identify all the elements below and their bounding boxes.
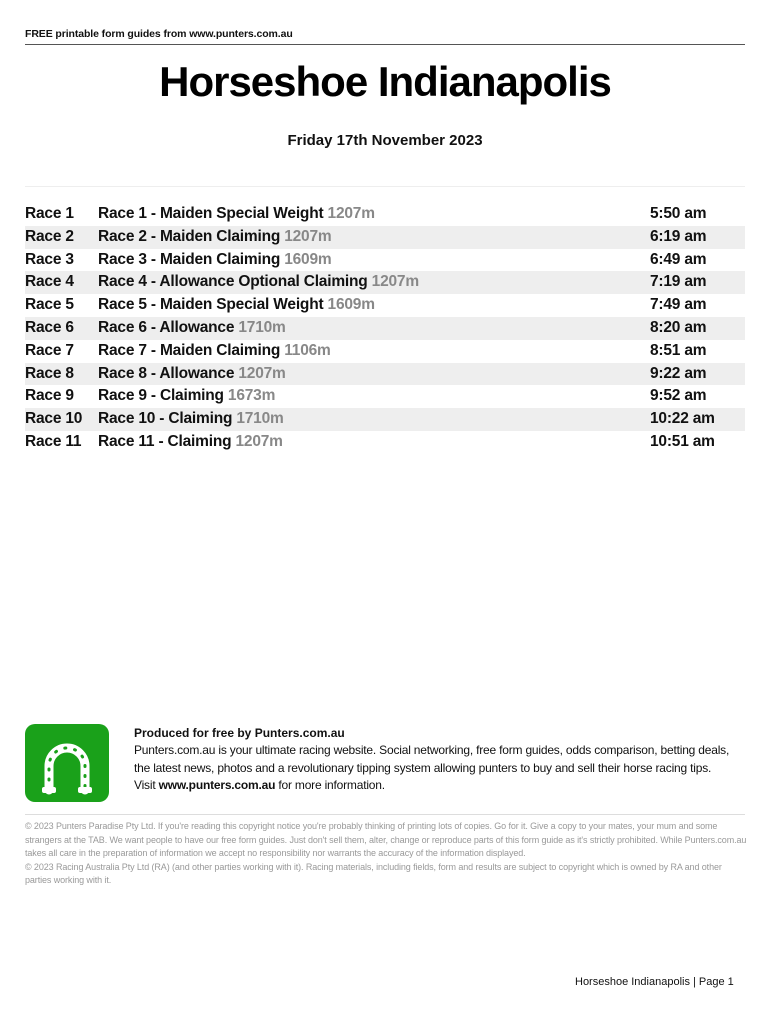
race-row [25, 226, 745, 249]
race-number: Race 3 [25, 250, 74, 268]
race-distance: 1710m [238, 318, 286, 336]
race-distance: 1207m [327, 205, 375, 222]
race-row [25, 408, 745, 431]
race-name: Race 8 - Allowance [98, 364, 235, 382]
race-time: 7:19 am [650, 273, 707, 291]
race-number: Race 5 [25, 296, 74, 314]
visit-prefix: Visit [134, 778, 159, 792]
race-distance: 1207m [371, 273, 419, 291]
race-description [98, 203, 375, 226]
visit-line [134, 777, 746, 795]
race-list [25, 203, 745, 454]
race-row [25, 431, 745, 454]
race-time: 9:52 am [650, 387, 707, 405]
race-time: 9:22 am [650, 364, 707, 382]
race-name: Race 9 - Claiming [98, 387, 224, 405]
race-row [25, 340, 745, 363]
visit-link[interactable]: www.punters.com.au [158, 778, 276, 792]
legal-copyright-punters: © 2023 Punters Paradise Pty Ltd. If you're reading this copyright notice you're probably thinking of printing lots of copies. Go for it. Give a copy to your mates, your mum and some strangers at the TAB. We want people to have our free form guides. Just don't sell them, alter, change or reproduce parts of this form guide as it's strictly prohibited. While Punters.com.au takes all care in the preparation of information we accept no responsibility nor warrants the accuracy of the information displayed. [25, 821, 747, 858]
race-row [25, 271, 745, 294]
race-name: Race 10 - Claiming [98, 410, 233, 428]
race-distance: 1710m [236, 410, 284, 428]
race-name: Race 6 - Allowance [98, 318, 235, 336]
race-time: 7:49 am [650, 296, 707, 314]
legal-notice [25, 820, 747, 888]
top-note: FREE printable form guides from www.punters.com.au [25, 28, 293, 40]
race-distance: 1106m [284, 341, 331, 359]
punters-logo [25, 724, 109, 802]
race-description [98, 226, 331, 249]
race-number: Race 4 [25, 273, 74, 291]
race-name: Race 4 - Allowance Optional Claiming [98, 273, 368, 291]
race-date: Friday 17th November 2023 [287, 132, 483, 149]
race-name: Race 11 - Claiming [98, 432, 232, 450]
race-distance: 1609m [327, 296, 375, 314]
race-number: Race 6 [25, 318, 74, 336]
race-row [25, 203, 745, 226]
race-distance: 1609m [284, 250, 332, 268]
race-number: Race 11 [25, 432, 82, 450]
race-time: 10:51 am [650, 432, 715, 450]
race-name: Race 1 - Maiden Special Weight [98, 205, 324, 222]
horseshoe-icon [25, 724, 109, 802]
race-name: Race 5 - Maiden Special Weight [98, 296, 324, 314]
top-divider [25, 44, 745, 45]
race-description [98, 317, 286, 340]
produced-title: Produced for free by Punters.com.au [134, 726, 345, 740]
race-distance: 1207m [238, 364, 286, 382]
race-number: Race 1 [25, 205, 74, 222]
page-title: Horseshoe Indianapolis [159, 58, 611, 105]
race-row [25, 363, 745, 386]
race-time: 8:51 am [650, 341, 707, 359]
bottom-divider [25, 814, 745, 815]
race-number: Race 10 [25, 410, 83, 428]
race-time: 5:50 am [650, 205, 707, 222]
race-number: Race 7 [25, 341, 74, 359]
race-description [98, 385, 275, 408]
produced-description: Punters.com.au is your ultimate racing website. Social networking, free form guides, odds comparison, betting deals, the latest news, photos and a revolutionary tipping system allowing punters to buy and sell their horse racing tips. [134, 743, 730, 775]
visit-suffix: for more information. [275, 778, 385, 792]
race-distance: 1207m [235, 432, 283, 450]
race-time: 6:49 am [650, 250, 707, 268]
race-description [98, 363, 286, 386]
race-description [98, 294, 375, 317]
race-description [98, 431, 283, 454]
race-description [98, 271, 419, 294]
race-number: Race 2 [25, 227, 74, 245]
race-number: Race 9 [25, 387, 74, 405]
race-name: Race 3 - Maiden Claiming [98, 250, 281, 268]
race-row [25, 317, 745, 340]
legal-copyright-racing: © 2023 Racing Australia Pty Ltd (RA) (and other parties working with it). Racing materials, including fields, form and results are subject to copyright which is owned by RA and other parties working with it. [25, 861, 722, 885]
race-name: Race 7 - Maiden Claiming [98, 341, 281, 359]
race-distance: 1207m [284, 227, 332, 245]
mid-divider [25, 186, 745, 187]
race-description [98, 249, 331, 272]
race-time: 10:22 am [650, 410, 715, 428]
race-row [25, 294, 745, 317]
race-time: 6:19 am [650, 227, 707, 245]
race-description [98, 408, 284, 431]
race-time: 8:20 am [650, 318, 707, 336]
race-number: Race 8 [25, 364, 74, 382]
race-distance: 1673m [227, 387, 276, 405]
race-name: Race 2 - Maiden Claiming [98, 227, 281, 245]
page-footer: Horseshoe Indianapolis | Page 1 [575, 976, 734, 988]
race-row [25, 249, 745, 272]
race-description [98, 340, 331, 363]
race-row [25, 385, 745, 408]
produced-body [134, 742, 746, 795]
